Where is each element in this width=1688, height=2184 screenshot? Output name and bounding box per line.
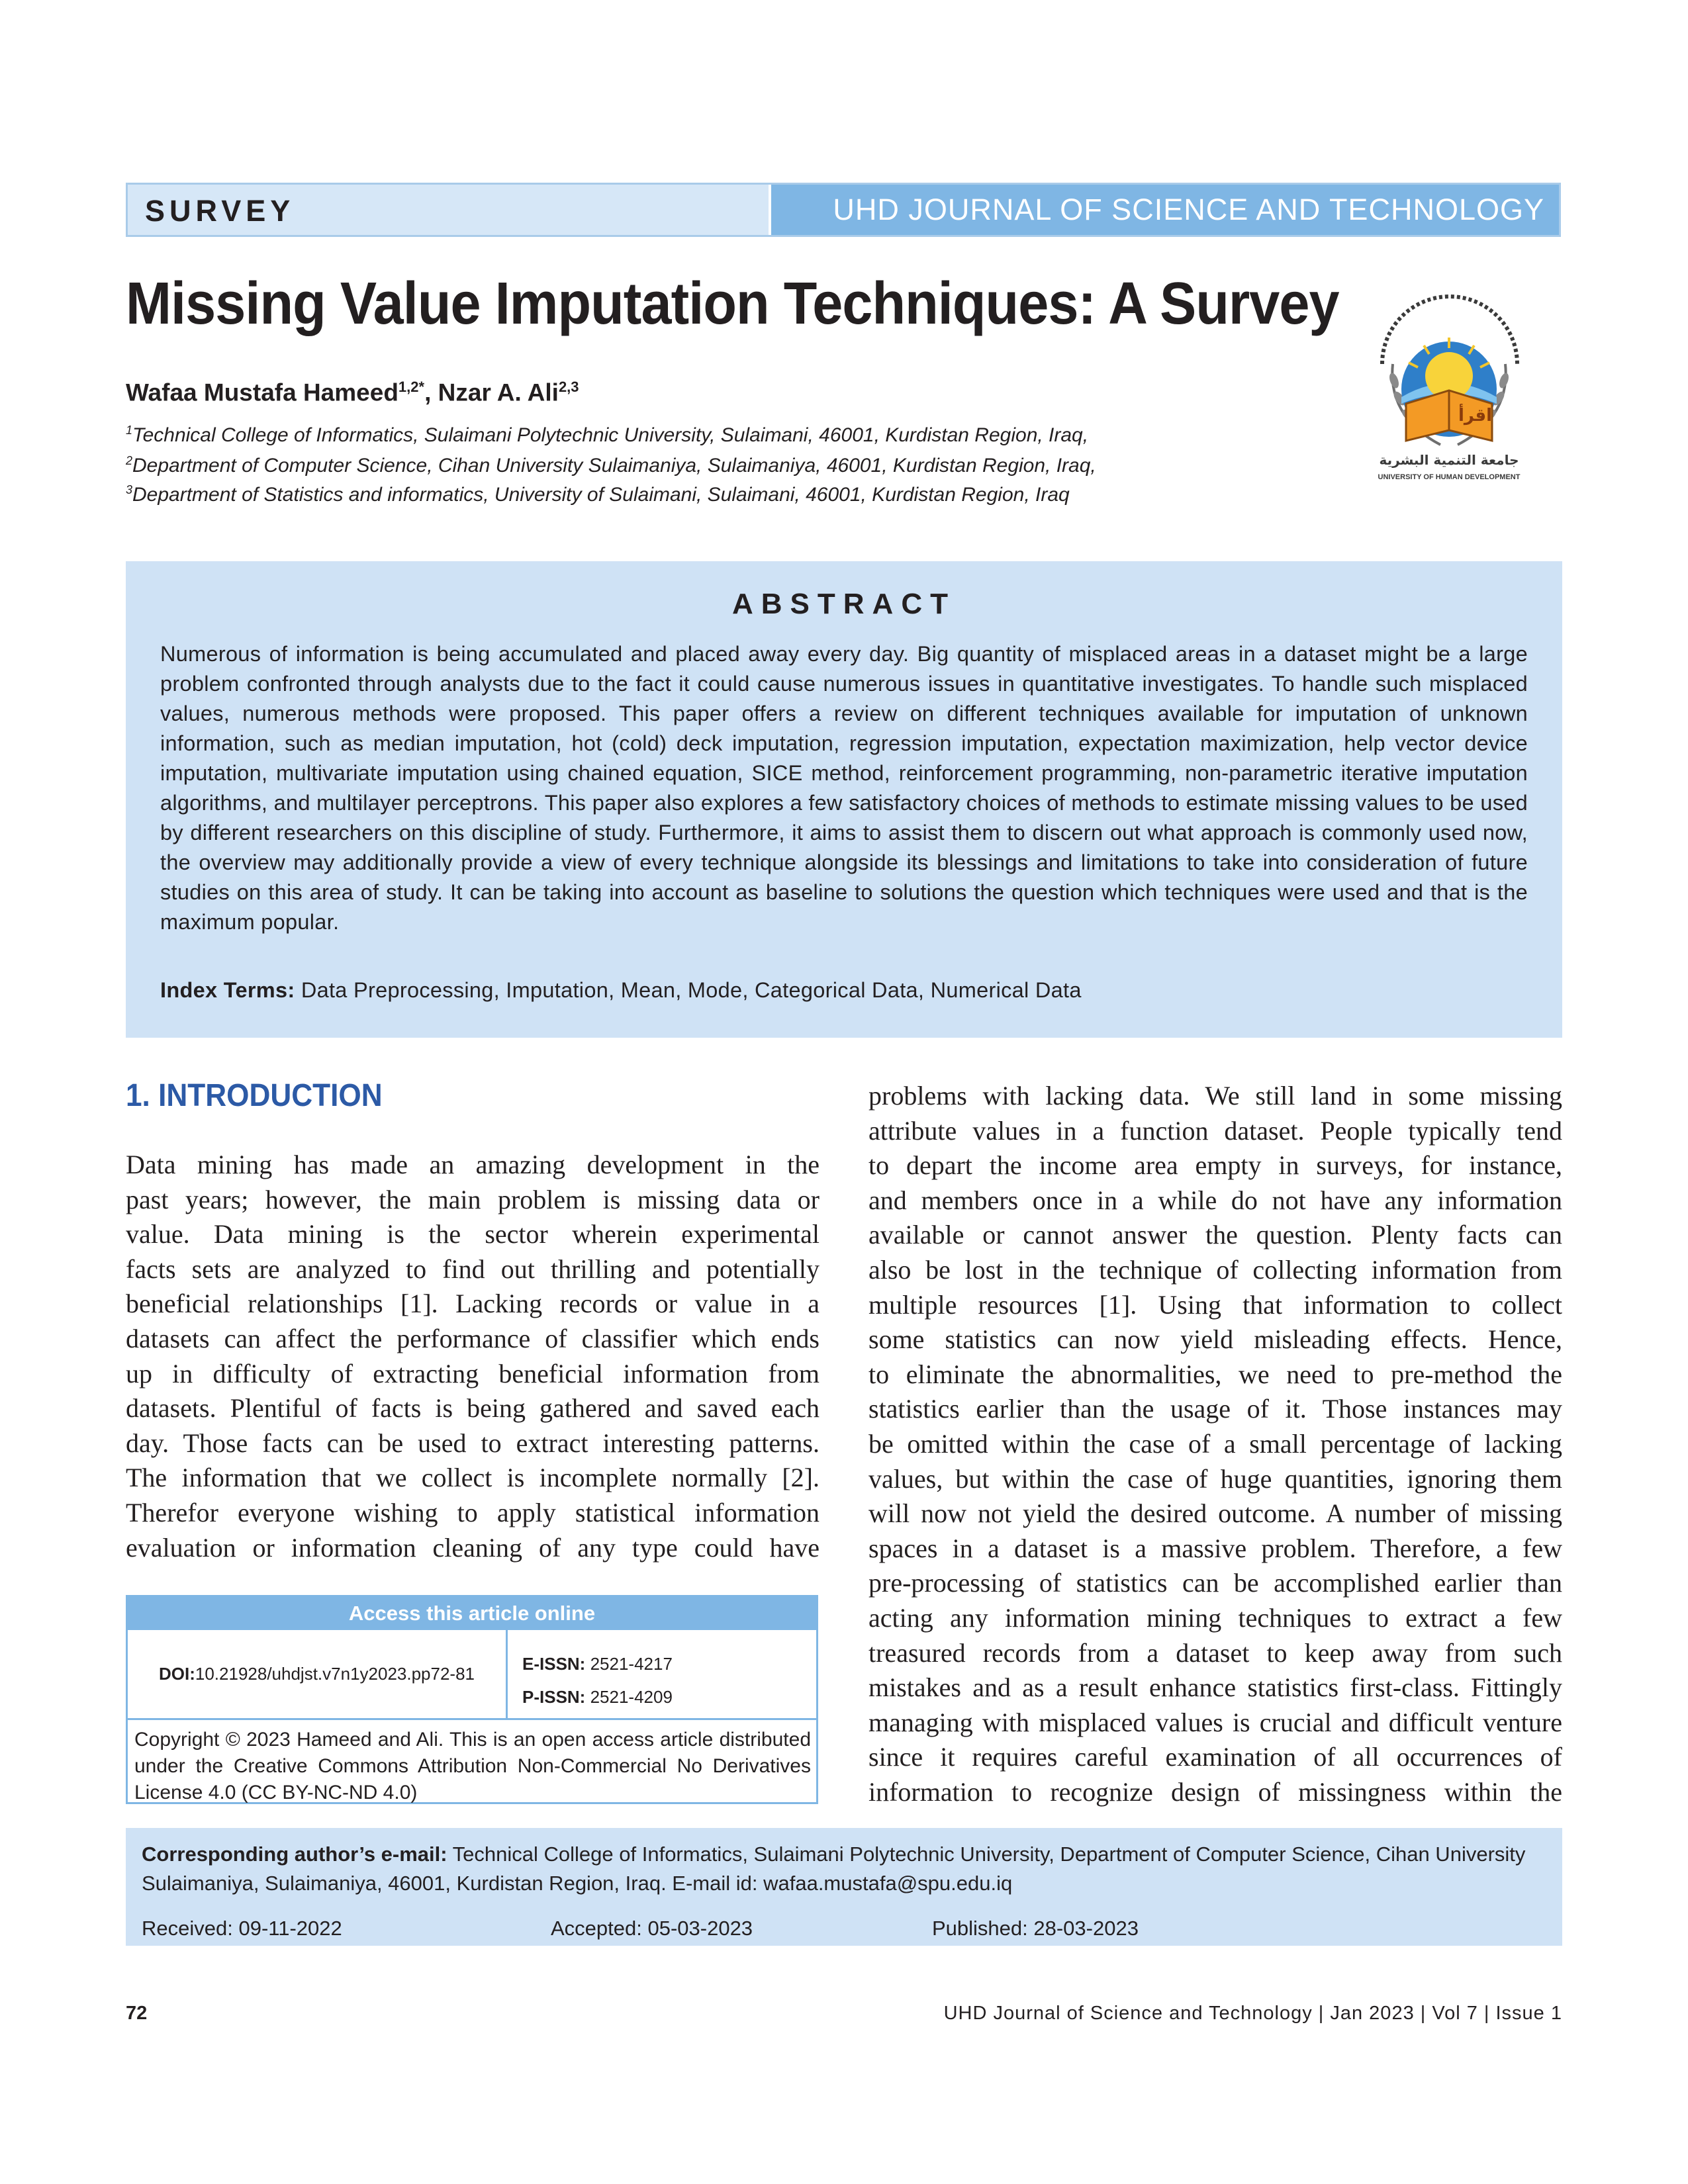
received-date: Received: 09-11-2022: [142, 1917, 342, 1940]
logo-book-text: اقرأ: [1458, 406, 1493, 426]
body-line: will now not yield the desired outcome. A number of missing: [868, 1498, 1562, 1529]
section-heading-introduction: 1. INTRODUCTION: [126, 1078, 383, 1113]
paper-title: Missing Value Imputation Techniques: A Survey: [126, 271, 1339, 337]
body-line: spaces in a dataset is a massive problem. Therefore, a few: [868, 1533, 1562, 1563]
body-line: managing with misplaced values is crucial and difficult venture: [868, 1707, 1562, 1737]
body-line: problems with lacking data. We still land in some missing: [868, 1081, 1562, 1111]
published-date: Published: 28-03-2023: [932, 1917, 1139, 1940]
issn-cell: [508, 1630, 816, 1720]
body-line: be omitted within the case of a small percentage of lacking: [868, 1428, 1562, 1459]
body-line: up in difficulty of extracting beneficial information from: [126, 1358, 820, 1388]
body-line: mistakes and as a result enhance statistics first-class. Fittingly: [868, 1672, 1562, 1703]
body-line: multiple resources [1]. Using that information to collect: [868, 1289, 1562, 1320]
affiliation-text: Technical College of Informatics, Sulaimani Polytechnic University, Sulaimani, 46001, Kurdistan Region, Iraq,: [132, 424, 1089, 446]
affiliation-number: 3: [126, 483, 133, 496]
affiliation: [126, 424, 1088, 447]
author-name: Wafaa Mustafa Hameed: [126, 379, 399, 406]
body-line: attribute values in a function dataset. People typically tend: [868, 1115, 1562, 1146]
index-terms-text: Data Preprocessing, Imputation, Mean, Mode, Categorical Data, Numerical Data: [301, 978, 1082, 1002]
doi-link[interactable]: 10.21928/uhdjst.v7n1y2023.pp72-81: [195, 1664, 475, 1684]
body-line: information to recognize design of missingness within the: [868, 1776, 1562, 1807]
author-superscript: 2,3: [558, 379, 579, 395]
body-line: to depart the income area empty in surveys, for instance,: [868, 1150, 1562, 1181]
body-line: datasets. Plentiful of facts is being gathered and saved each: [126, 1393, 820, 1424]
eissn-row: [522, 1654, 673, 1674]
pissn-label: P-ISSN:: [522, 1687, 586, 1707]
body-line: Therefor everyone wishing to apply statistical information: [126, 1497, 820, 1527]
author-name: Nzar A. Ali: [438, 379, 559, 406]
body-line: past years; however, the main problem is missing data or: [126, 1184, 820, 1214]
logo-english-caption: UNIVERSITY OF HUMAN DEVELOPMENT: [1378, 473, 1521, 481]
body-line: acting any information mining techniques to extract a few: [868, 1602, 1562, 1633]
body-column-left: [126, 1148, 820, 1565]
access-article-box: [126, 1595, 818, 1804]
body-line: some statistics can now yield misleading effects. Hence,: [868, 1324, 1562, 1355]
doi-cell: [128, 1630, 508, 1720]
affiliation-text: Department of Computer Science, Cihan University Sulaimaniya, Sulaimaniya, 46001, Kurdistan Region, Iraq,: [132, 455, 1096, 477]
body-line: facts sets are analyzed to find out thrilling and potentially: [126, 1253, 820, 1284]
body-line: to eliminate the abnormalities, we need to pre-method the: [868, 1359, 1562, 1389]
abstract-text: Numerous of information is being accumulated and placed away every day. Big quantity of misplaced areas in a dataset might be a large problem confronted through analysts due to the fact it could cause numerous issues in quantitative investigates. To handle such misplaced values, numerous methods were proposed. This paper offers a review on different techniques available for imputation of unknown information, such as median imputation, hot (cold) deck imputation, regression imputation, expectation maximization, help vector device imputation, multivariate imputation using chained equation, SICE method, reinforcement programming, non-parametric iterative imputation algorithms, and multilayer perceptrons. This paper also explores a few satisfactory choices of methods to estimate missing values to be used by different researchers on this discipline of study. Furthermore, it aims to assist them to discern out what approach is commonly used now, the overview may additionally provide a view of every technique alongside its blessings and limitations to take into consideration of future studies on this area of study. It can be taking into account as baseline to solutions the question which techniques were used and that is the maximum popular.: [160, 642, 1528, 934]
pissn-row: [522, 1687, 673, 1707]
correspondence-box: [126, 1828, 1562, 1946]
university-logo: [1368, 291, 1530, 490]
affiliation-number: 2: [126, 454, 133, 467]
affiliation: [126, 483, 1070, 506]
body-line: beneficial relationships [1]. Lacking records or value in a: [126, 1289, 820, 1319]
body-line: since it requires careful examination of all occurrences of: [868, 1742, 1562, 1772]
journal-name-cell: [771, 185, 1559, 235]
body-line: value. Data mining is the sector wherein experimental: [126, 1219, 820, 1250]
section-label-cell: [128, 185, 769, 235]
body-line: The information that we collect is incomplete normally [2].: [126, 1463, 820, 1493]
logo-arabic-caption: جامعة التنمية البشرية: [1379, 452, 1519, 468]
index-terms-label: Index Terms:: [160, 978, 295, 1002]
affiliation: [126, 454, 1096, 477]
author-list: Wafaa Mustafa Hameed$^{1,2*}$, Nzar A. Ali$^{2,3}$: [126, 379, 579, 406]
doi-label: DOI:: [158, 1664, 195, 1684]
header-band: [126, 183, 1561, 237]
eissn-label: E-ISSN:: [522, 1654, 586, 1674]
body-line: datasets can affect the performance of classifier which ends: [126, 1323, 820, 1353]
journal-name: UHD JOURNAL OF SCIENCE AND TECHNOLOGY: [833, 193, 1544, 226]
body-line: available or cannot answer the question. Plenty facts can: [868, 1220, 1562, 1250]
body-line: treasured records from a dataset to keep away from such: [868, 1637, 1562, 1668]
author-superscript: 1,2*: [398, 379, 425, 395]
footer-journal-info: UHD Journal of Science and Technology | Jan 2023 | Vol 7 | Issue 1: [943, 2003, 1562, 2024]
correspondence-label: Corresponding author’s e-mail:: [142, 1843, 447, 1866]
affiliation-text: Department of Statistics and informatics, University of Sulaimani, Sulaimani, 46001, Kurdistan Region, Iraq: [132, 484, 1070, 506]
access-box-heading: Access this article online: [128, 1597, 816, 1630]
index-terms: [160, 978, 1082, 1003]
correspondence-details: Technical College of Informatics, Sulaimani Polytechnic University, Department of Computer Science, Cihan University Sulaimaniya, Sulaimaniya, 46001, Kurdistan Region, Iraq. E-mail id: wafaa.mustafa@spu.edu.iq: [142, 1843, 1526, 1895]
body-line: evaluation or information cleaning of any type could have: [126, 1532, 820, 1563]
abstract-heading: ABSTRACT: [732, 588, 956, 620]
body-line: Data mining has made an amazing development in the: [126, 1150, 820, 1179]
logo-emblem-icon: [1368, 291, 1530, 490]
correspondence-text: [142, 1840, 1546, 1898]
affiliation-number: 1: [126, 424, 133, 437]
pissn-value: 2521-4209: [590, 1687, 673, 1707]
body-line: statistics earlier than the usage of it. Those instances may: [868, 1394, 1562, 1424]
section-label: SURVEY: [145, 194, 295, 228]
body-line: values, but within the case of huge quantities, ignoring them: [868, 1463, 1562, 1494]
page-number: 72: [126, 2003, 148, 2024]
copyright-notice: Copyright © 2023 Hameed and Ali. This is an open access article distributed under the Creative Commons Attribution Non-Commercial No Derivatives License 4.0 (CC BY-NC-ND 4.0): [134, 1729, 811, 1803]
body-line: pre-processing of statistics can be accomplished earlier than: [868, 1568, 1562, 1598]
eissn-value: 2521-4217: [590, 1654, 673, 1674]
body-column-right: [868, 1079, 1562, 1809]
body-line: also be lost in the technique of collecting information from: [868, 1254, 1562, 1285]
body-line: day. Those facts can be used to extract interesting patterns.: [126, 1428, 820, 1458]
abstract-box: [126, 561, 1562, 1038]
accepted-date: Accepted: 05-03-2023: [551, 1917, 753, 1940]
body-line: and members once in a while do not have any information: [868, 1185, 1562, 1215]
